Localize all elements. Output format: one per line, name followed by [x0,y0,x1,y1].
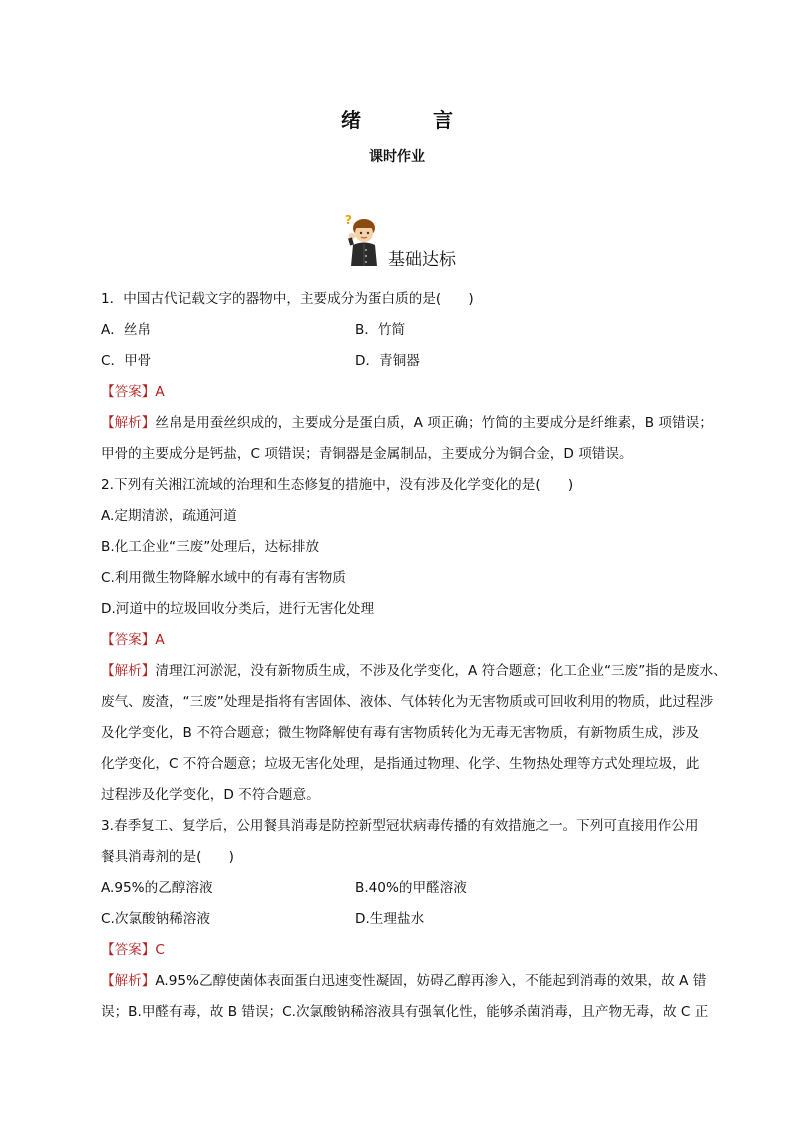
analysis-line [101,408,721,439]
answer-tag: 【答案】 [101,632,156,648]
answer-line [101,935,721,966]
questions-content [101,284,727,1028]
analysis-tag: 【解析】 [101,415,156,431]
option-b: B.化工企业“三废”处理后，达标排放 [101,539,320,555]
answer-tag: 【答案】 [101,942,156,958]
analysis-tag: 【解析】 [101,663,156,679]
answer-line [101,377,721,408]
question-stem: 1．中国古代记载文字的器物中，主要成分为蛋白质的是( ) [101,291,474,307]
analysis-text: 丝帛是用蚕丝织成的，主要成分是蛋白质，A 项正确；竹简的主要成分是纤维素，B 项错误； [155,415,713,431]
answer-value: A [155,632,165,648]
svg-text:?: ? [345,213,352,227]
option-d: D.河道中的垃圾回收分类后，进行无害化处理 [101,601,375,617]
option-b: B．竹简 [355,322,406,338]
question-1 [101,284,721,470]
analysis-line [101,966,721,997]
analysis-tag: 【解析】 [101,973,156,989]
option-row [101,315,721,346]
analysis-text: 清理江河淤泥，没有新物质生成，不涉及化学变化，A 符合题意；化工企业“三废”指的是废水、 [155,663,727,679]
question-3 [101,811,721,1028]
section-badge [342,212,482,268]
option-a: A．丝帛 [101,322,152,338]
analysis-text: A.95%乙醇使菌体表面蛋白迅速变性凝固，妨碍乙醇再渗入，不能起到消毒的效果，故 A 错 [155,973,707,989]
option-b: B.40%的甲醛溶液 [355,880,467,896]
page-subtitle: 课时作业 [369,149,425,165]
option-d: D.生理盐水 [355,911,425,927]
answer-value: A [155,384,165,400]
question-stem: 餐具消毒剂的是( ) [101,849,234,865]
answer-line [101,625,721,656]
option-c: C.利用微生物降解水域中的有毒有害物质 [101,570,346,586]
option-row [101,873,721,904]
option-c: C．甲骨 [101,353,152,369]
analysis-line [101,656,727,687]
option-a: A.定期清淤，疏通河道 [101,508,237,524]
question-stem: 3.春季复工、复学后，公用餐具消毒是防控新型冠状病毒传播的有效措施之一。下列可直接用作公用 [101,818,699,834]
option-a: A.95%的乙醇溶液 [101,880,213,896]
option-row [101,346,721,377]
question-stem: 2.下列有关湘江流域的治理和生态修复的措施中，没有涉及化学变化的是( ) [101,477,574,493]
answer-tag: 【答案】 [101,384,156,400]
analysis-line: 废气、废渣，“三废”处理是指将有害固体、液体、气体转化为无害物质或可回收利用的物质，此过程涉 [101,694,714,710]
analysis-line: 及化学变化，B 不符合题意；微生物降解使有毒有害物质转化为无毒无害物质，有新物质生成，涉及 [101,725,700,741]
analysis-line: 化学变化，C 不符合题意；垃圾无害化处理，是指通过物理、化学、生物热处理等方式处理垃圾，此 [101,756,700,772]
section-label: 基础达标 [388,250,456,270]
analysis-line: 甲骨的主要成分是钙盐，C 项错误；青铜器是金属制品，主要成分为铜合金，D 项错误。 [101,446,633,462]
thinking-student-icon [342,212,390,268]
option-c: C.次氯酸钠稀溶液 [101,911,210,927]
answer-value: C [155,942,165,958]
page-title: 绪 言 [341,108,479,132]
analysis-line: 过程涉及化学变化，D 不符合题意。 [101,787,320,803]
question-2 [101,470,727,811]
analysis-line: 误；B.甲醛有毒，故 B 错误；C.次氯酸钠稀溶液具有强氧化性，能够杀菌消毒，且产物无毒，故 C 正 [101,1004,709,1020]
option-row [101,904,721,935]
option-d: D．青铜器 [355,353,420,369]
